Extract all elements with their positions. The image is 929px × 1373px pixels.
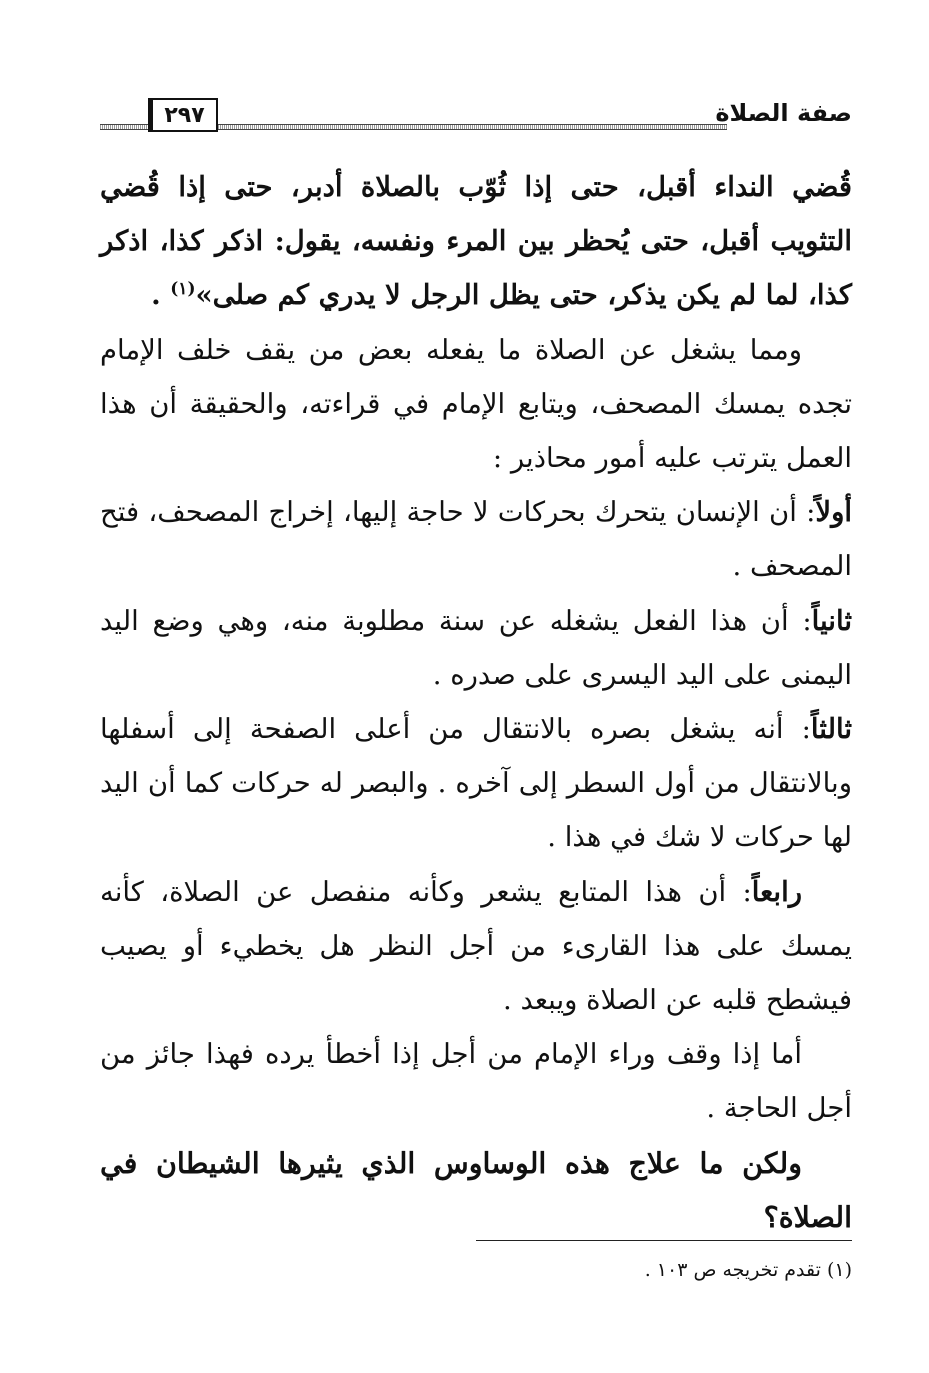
- text-fourth: : أن هذا المتابع يشعر وكأنه منفصل عن الصلاة، كأنه يمسك على هذا القارىء من أجل النظر هل يخطيء أو يصيب فيشطح قلبه عن الصلاة ويبعد .: [100, 875, 852, 1017]
- paragraph-hadith: [100, 160, 852, 323]
- footnote-ref: (١): [170, 279, 196, 300]
- paragraph-intro: ومما يشغل عن الصلاة ما يفعله بعض من يقف خلف الإمام تجده يمسك المصحف، ويتابع الإمام في قراءته، والحقيقة أن هذا العمل يترتب عليه أمور محاذير :: [100, 333, 852, 475]
- paragraph-second: [100, 594, 852, 702]
- lead-third: ثالثاً: [810, 713, 852, 746]
- hadith-text: قُضي النداء أقبل، حتى إذا ثُوّب بالصلاة أدبر، حتى إذا قُضي التثويب أقبل، حتى يُحظر بين المرء ونفسه، يقول: اذكر كذا، اذكر كذا، لما لم يكن يذكر، حتى يظل الرجل لا يدري كم صلى»: [100, 171, 852, 312]
- text-first: : أن الإنسان يتحرك بحركات لا حاجة إليها، إخراج المصحف، فتح المصحف .: [100, 496, 852, 583]
- lead-first: أولاً: [815, 496, 852, 529]
- lead-fourth: رابعاً: [751, 875, 802, 908]
- hadith-end: .: [151, 279, 171, 312]
- text-third: : أنه يشغل بصره بالانتقال من أعلى الصفحة إلى أسفلها وبالانتقال من أول السطر إلى آخره . والبصر له حركات كما أن اليد لها حركات لا شك في هذا .: [100, 713, 852, 854]
- page-header: [100, 96, 852, 136]
- lead-second: ثانياً: [811, 604, 852, 637]
- paragraph-first: [100, 485, 852, 593]
- footnote-rule: [476, 1240, 852, 1241]
- question-heading: ولكن ما علاج هذه الوساوس الذي يثيرها الشيطان في الصلاة؟: [100, 1145, 852, 1234]
- text-second: : أن هذا الفعل يشغله عن سنة مطلوبة منه، وهي وضع اليد اليمنى على اليد اليسرى على صدره .: [100, 604, 852, 691]
- paragraph-third: [100, 702, 852, 865]
- paragraph-exception: أما إذا وقف وراء الإمام من أجل إذا أخطأ يرده فهذا جائز من أجل الحاجة .: [100, 1038, 852, 1125]
- paragraph-fourth: [100, 865, 852, 1028]
- body-text: [100, 160, 852, 1244]
- running-title: صفة الصلاة: [715, 99, 852, 127]
- page-number: ٢٩٧: [148, 98, 218, 132]
- footnote-1: (١) تقدم تخريجه ص ١٠٣ .: [644, 1259, 852, 1281]
